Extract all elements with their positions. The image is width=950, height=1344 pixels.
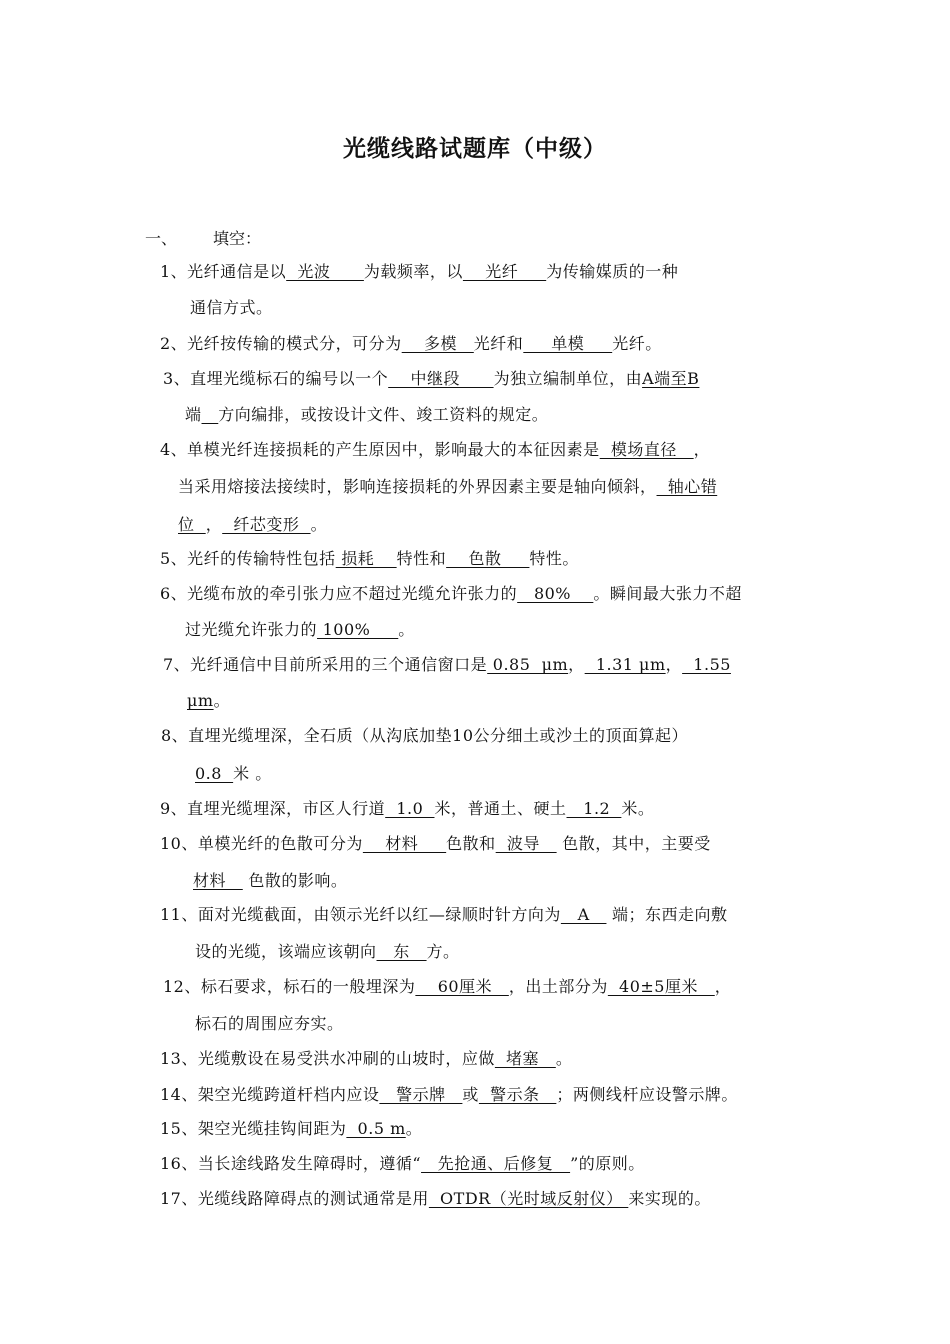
- question-line: [160, 1187, 711, 1211]
- answer-blank: 东: [376, 942, 427, 961]
- page-title: 光缆线路试题库（中级）: [343, 136, 607, 162]
- question-text: 端: [185, 405, 202, 424]
- question-text: 米 。: [233, 764, 272, 783]
- question-line: [161, 724, 688, 748]
- answer-blank: 材料: [193, 871, 243, 890]
- question-text: 15、架空光缆挂钩间距为: [160, 1119, 347, 1138]
- question-text: 12、标石要求，标石的一般埋深为: [163, 977, 416, 996]
- question-text: 3、直埋光缆标石的编号以一个: [163, 369, 389, 388]
- question-text: ，出土部分为: [508, 977, 608, 996]
- answer-blank: 光波: [286, 262, 364, 281]
- answer-blank: 位: [178, 515, 206, 534]
- question-text: 方向编排，或按设计文件、竣工资料的规定。: [218, 405, 549, 424]
- answer-blank: 材料: [362, 834, 447, 853]
- answer-blank: 波导: [495, 834, 557, 853]
- question-line: [160, 903, 728, 927]
- question-text: 标石的周围应夯实。: [195, 1014, 344, 1033]
- answer-blank: 0.8: [195, 764, 234, 783]
- answer-blank: 堵塞: [494, 1049, 556, 1068]
- answer-blank: 0.85 μm: [487, 655, 569, 674]
- question-line: [160, 832, 711, 856]
- question-line: [160, 1152, 645, 1176]
- question-text: 色散和: [446, 834, 496, 853]
- answer-blank: 60厘米: [415, 977, 509, 996]
- question-line: [160, 260, 678, 284]
- section-label: 填空：: [213, 229, 262, 248]
- question-line: [160, 332, 662, 356]
- answer-blank: 1.2: [566, 799, 622, 818]
- question-text: ”的原则。: [570, 1154, 645, 1173]
- question-text: 为载频率，以: [363, 262, 463, 281]
- question-text: 。: [213, 691, 231, 710]
- question-text: 。: [310, 515, 328, 534]
- question-line: [187, 689, 230, 713]
- answer-blank: 1.55: [682, 655, 731, 674]
- question-text: 。: [405, 1119, 423, 1138]
- question-text: 来实现的。: [628, 1189, 711, 1208]
- answer-blank: 80%: [517, 584, 594, 603]
- question-text: 16、当长途线路发生障碍时，遵循“: [160, 1154, 422, 1173]
- answer-blank: OTDR（光时域反射仪）: [428, 1189, 629, 1208]
- question-line: [160, 1117, 422, 1141]
- answer-blank: 纤芯变形: [222, 515, 311, 534]
- answer-blank: μm: [187, 691, 214, 710]
- answer-blank: 多模: [401, 334, 474, 353]
- question-line: [163, 653, 731, 677]
- question-text: 光纤和: [473, 334, 524, 353]
- answer-blank: 模场直径: [599, 440, 694, 459]
- answer-blank: 0.5 m: [346, 1119, 406, 1138]
- question-line: [160, 1047, 572, 1071]
- question-text: 13、光缆敷设在易受洪水冲刷的山坡时，应做: [160, 1049, 495, 1068]
- question-text: 8、直埋光缆埋深，全石质（从沟底加垫10公分细土或沙土的顶面算起）: [161, 726, 689, 745]
- question-line: [160, 582, 742, 606]
- question-text: ，: [693, 440, 711, 459]
- question-text: 特性和: [396, 549, 447, 568]
- question-line: [160, 1083, 738, 1107]
- question-text: 为独立编制单位，由: [493, 369, 643, 388]
- question-line: [178, 513, 327, 537]
- question-line: [160, 547, 579, 571]
- question-text: 过光缆允许张力的: [185, 620, 318, 639]
- question-text: ，: [665, 655, 683, 674]
- answer-blank: 损耗: [335, 549, 397, 568]
- answer-blank: 100%: [317, 620, 399, 639]
- question-line: [178, 475, 717, 499]
- question-line: [185, 618, 415, 642]
- section-number: 一、: [145, 229, 178, 248]
- question-text: 端；东西走向敷: [606, 905, 728, 924]
- question-line: [195, 1012, 344, 1036]
- question-text: 6、光缆布放的牵引张力应不超过光缆允许张力的: [160, 584, 518, 603]
- question-text: 色散，其中，主要受: [556, 834, 711, 853]
- question-text: 特性。: [529, 549, 579, 568]
- answer-blank: A端至B: [642, 369, 700, 388]
- question-line: [163, 975, 731, 999]
- question-text: 米。: [621, 799, 655, 818]
- question-text: ；两侧线杆应设警示牌。: [556, 1085, 738, 1104]
- question-text: 米，普通土、硬土: [434, 799, 567, 818]
- question-text: 光纤。: [612, 334, 662, 353]
- question-text: 当采用熔接法接续时，影响连接损耗的外界因素主要是轴向倾斜，: [178, 477, 657, 496]
- question-text: 通信方式。: [190, 298, 273, 317]
- question-line: [190, 296, 273, 320]
- answer-blank: [202, 405, 219, 424]
- question-text: 5、光纤的传输特性包括: [160, 549, 336, 568]
- question-line: [193, 869, 347, 893]
- question-text: 1、光纤通信是以: [160, 262, 287, 281]
- question-text: 17、光缆线路障碍点的测试通常是用: [160, 1189, 429, 1208]
- question-text: 9、直埋光缆埋深，市区人行道: [160, 799, 386, 818]
- answer-blank: 光纤: [462, 262, 547, 281]
- question-text: 10、单模光纤的色散可分为: [160, 834, 363, 853]
- answer-blank: 轴心错: [656, 477, 718, 496]
- question-text: ，: [568, 655, 585, 674]
- question-text: 。瞬间最大张力不超: [593, 584, 742, 603]
- answer-blank: 先抢通、后修复: [421, 1154, 571, 1173]
- answer-blank: 单模: [523, 334, 613, 353]
- question-line: [160, 438, 710, 462]
- question-text: ，: [205, 515, 223, 534]
- question-line: [160, 797, 654, 821]
- question-text: ，: [714, 977, 732, 996]
- answer-blank: 警示牌: [379, 1085, 463, 1104]
- answer-blank: 40±5厘米: [607, 977, 715, 996]
- answer-blank: 色散: [446, 549, 530, 568]
- question-text: 2、光纤按传输的模式分，可分为: [160, 334, 402, 353]
- answer-blank: 1.31 μm: [584, 655, 666, 674]
- question-text: 。: [555, 1049, 573, 1068]
- question-text: 或: [462, 1085, 479, 1104]
- question-text: 7、光纤通信中目前所采用的三个通信窗口是: [163, 655, 488, 674]
- question-text: 色散的影响。: [242, 871, 348, 890]
- answer-blank: 警示条: [478, 1085, 557, 1104]
- question-line: [163, 367, 699, 391]
- section-heading: [145, 226, 261, 249]
- question-line: [185, 403, 548, 427]
- answer-blank: 1.0: [385, 799, 435, 818]
- question-line: [195, 762, 272, 786]
- question-text: 。: [398, 620, 415, 639]
- question-text: 11、面对光缆截面，由领示光纤以红—绿顺时针方向为: [160, 905, 561, 924]
- question-text: 设的光缆，该端应该朝向: [195, 942, 377, 961]
- question-text: 14、架空光缆跨道杆档内应设: [160, 1085, 380, 1104]
- question-text: 为传输媒质的一种: [546, 262, 679, 281]
- answer-blank: 中继段: [388, 369, 494, 388]
- answer-blank: A: [560, 905, 607, 924]
- question-text: 方。: [426, 942, 460, 961]
- question-line: [195, 940, 460, 964]
- question-text: 4、单模光纤连接损耗的产生原因中，影响最大的本征因素是: [160, 440, 600, 459]
